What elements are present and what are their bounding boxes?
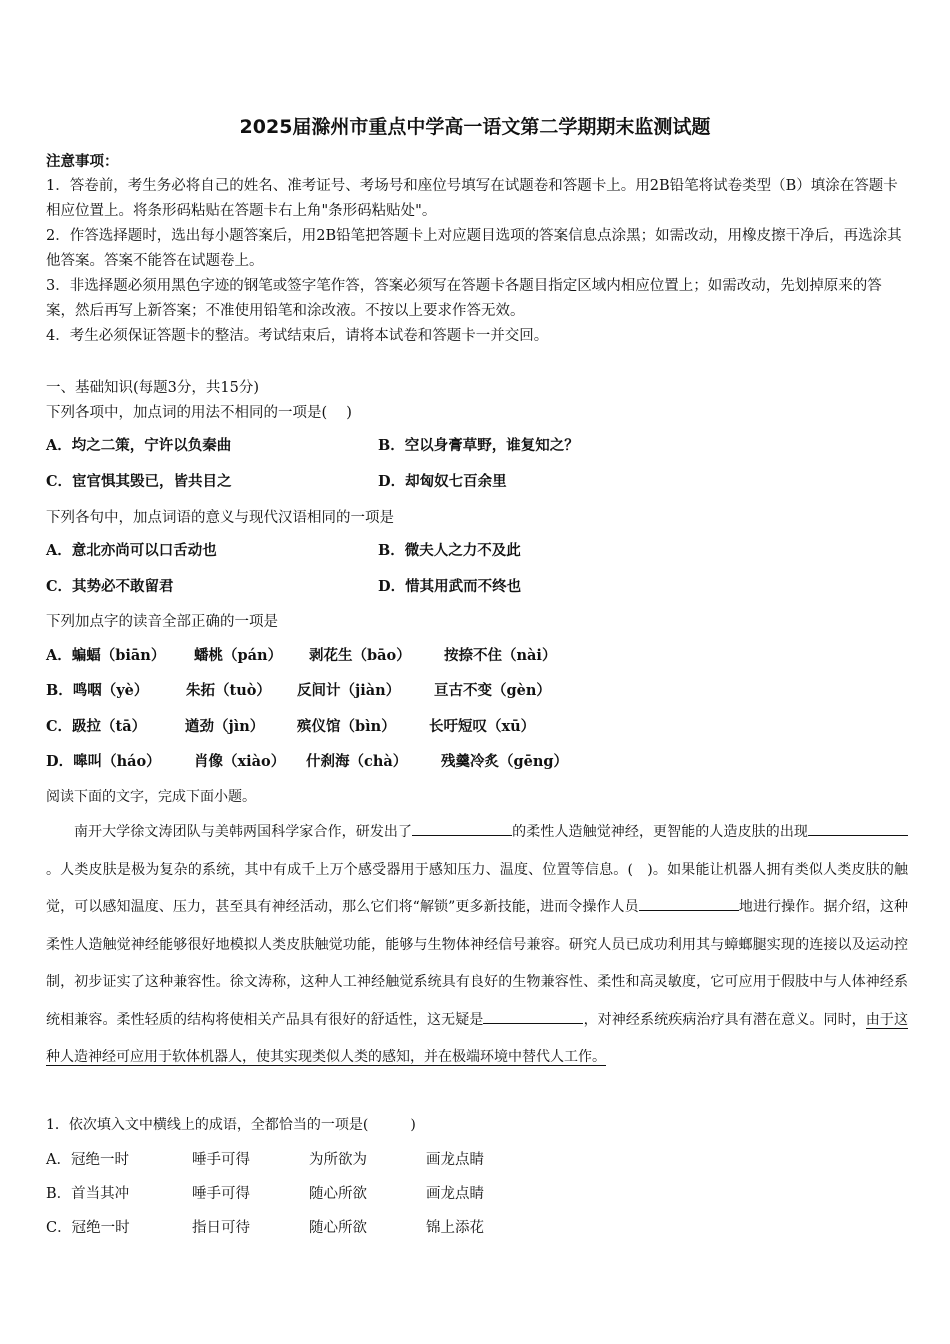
notice-heading: 注意事项： xyxy=(46,153,119,170)
notice-item-1: 1．答卷前，考生务必将自己的姓名、准考证号、考场号和座位号填写在试题卷和答题卡上。用2B铅笔将试卷类型（B）填涂在答题卡相应位置上。将条形码粘贴在答题卡右上角"条形码粘贴处"。 xyxy=(46,178,898,219)
option-a-idiom-2: 唾手可得 xyxy=(192,1152,250,1168)
option-d-term-2: 肖像（xiào） xyxy=(194,753,286,770)
option-c-idiom-4: 锦上添花 xyxy=(426,1220,484,1236)
option-a-term-3: 剥花生（bāo） xyxy=(309,647,411,664)
notice-item-3: 3．非选择题必须用黑色字迹的钢笔或签字笔作答，答案必须写在答题卡各题目指定区域内相应位置上；如需改动，先划掉原来的答案，然后再写上新答案；不准使用铅笔和涂改液。不按以上要求作答无效。 xyxy=(46,278,882,319)
notice-item-4: 4．考生必须保证答题卡的整洁。考试结束后，请将本试卷和答题卡一并交回。 xyxy=(46,328,549,344)
option-b-term-4: 亘古不变（gèn） xyxy=(434,682,551,699)
option-c-term-4: 长吁短叹（xū） xyxy=(429,718,536,735)
section-heading: 一、基础知识(每题3分，共15分) xyxy=(46,380,259,396)
reading-intro: 阅读下面的文字，完成下面小题。 xyxy=(46,789,256,805)
option-c-idiom-2: 指日可待 xyxy=(192,1220,250,1236)
question-stem: 下列加点字的读音全部正确的一项是 xyxy=(46,614,278,630)
option-c: C．趿拉（tā） xyxy=(46,718,147,735)
option-a-term-2: 蟠桃（pán） xyxy=(194,647,283,664)
option-c: C．其势必不敢留君 xyxy=(46,578,174,595)
option-b: B．微夫人之力不及此 xyxy=(378,542,521,559)
option-a-idiom-3: 为所欲为 xyxy=(309,1152,367,1168)
option-c-term-2: 遒劲（jìn） xyxy=(185,718,265,735)
underlined-sentence: 由于这种人造神经可应用于软体机器人，使其实现类似人类的感知，并在极端环境中替代人工作。 xyxy=(46,1011,909,1065)
fill-blank-2 xyxy=(808,821,908,836)
option-d: D．惜其用武而不终也 xyxy=(378,578,522,595)
fill-blank-3 xyxy=(639,896,739,911)
option-d: D．却匈奴七百余里 xyxy=(378,473,507,490)
option-b: B．空以身膏草野，谁复知之？ xyxy=(378,437,579,454)
passage-text: 。人类皮肤是极为复杂的系统，其中有成千上万个感受器用于感知压力、温度、位置等信息。( )。如果能让机器人拥有类似人类皮肤的触觉，可以感知温度、压力，甚至具有神经活动，那么它们将“解锁”更多新技能，进而令操作人员 xyxy=(46,861,908,915)
passage-text: 南开大学徐文涛团队与美韩两国科学家合作，研发出了 xyxy=(74,824,413,840)
option-a: A．意北亦尚可以口舌动也 xyxy=(46,542,217,559)
option-d-term-4: 残羹冷炙（gēng） xyxy=(441,753,569,770)
option-c-idiom-3: 随心所欲 xyxy=(309,1220,367,1236)
option-d: D．嗥叫（háo） xyxy=(46,753,161,770)
page-title: 2025届滁州市重点中学高一语文第二学期期末监测试题 xyxy=(239,116,711,138)
option-a-idiom-4: 画龙点睛 xyxy=(426,1152,484,1168)
option-a: A．均之二策，宁许以负秦曲 xyxy=(46,437,232,454)
fill-blank-4 xyxy=(483,1009,583,1024)
option-b-term-2: 朱拓（tuò） xyxy=(186,682,271,699)
notice-item-2: 2．作答选择题时，选出每小题答案后，用2B铅笔把答题卡上对应题目选项的答案信息点涂黑；如需改动，用橡皮擦干净后，再选涂其他答案。答案不能答在试题卷上。 xyxy=(46,228,902,269)
option-b: B．首当其冲 xyxy=(46,1186,130,1202)
option-b-idiom-4: 画龙点睛 xyxy=(426,1186,484,1202)
passage-text: 的柔性人造触觉神经，更智能的人造皮肤的出现 xyxy=(512,824,809,840)
option-b: B．鸣咽（yè） xyxy=(46,682,149,699)
option-b-idiom-3: 随心所欲 xyxy=(309,1186,367,1202)
option-c: C．宦官惧其毁已，皆共目之 xyxy=(46,473,232,490)
option-b-term-3: 反间计（jiàn） xyxy=(297,682,401,699)
option-a: A．蝙蝠（biān） xyxy=(46,647,166,664)
passage-text: 地进行操作。据介绍，这种柔性人造触觉神经能够很好地模拟人类皮肤触觉功能，能够与生物体神经信号兼容。研究人员已成功利用其与蟑螂腿实现的连接以及运动控制，初步证实了这种兼容性。徐文涛称，这种人工神经触觉系统具有良好的生物兼容性、柔性和高灵敏度，它可应用于假肢中与人体神经系统相兼容。柔性轻质的结构将使相关产品具有很好的舒适性，这无疑是 xyxy=(46,899,909,1028)
option-b-idiom-2: 唾手可得 xyxy=(192,1186,250,1202)
option-a: A．冠绝一时 xyxy=(46,1152,129,1168)
fill-blank-1 xyxy=(412,821,512,836)
option-c: C．冠绝一时 xyxy=(46,1220,130,1236)
option-a-term-4: 按捺不住（nài） xyxy=(444,647,557,664)
question-stem: 1．依次填入文中横线上的成语，全都恰当的一项是( ) xyxy=(46,1117,416,1133)
reading-passage xyxy=(46,814,908,1077)
passage-text: ，对神经系统疾病治疗具有潜在意义。同时， xyxy=(583,1011,866,1028)
question-stem: 下列各句中，加点词语的意义与现代汉语相同的一项是 xyxy=(46,510,394,526)
option-d-term-3: 什刹海（chà） xyxy=(306,753,408,770)
option-c-term-3: 殡仪馆（bìn） xyxy=(297,718,396,735)
question-stem: 下列各项中，加点词的用法不相同的一项是( ) xyxy=(46,405,352,421)
